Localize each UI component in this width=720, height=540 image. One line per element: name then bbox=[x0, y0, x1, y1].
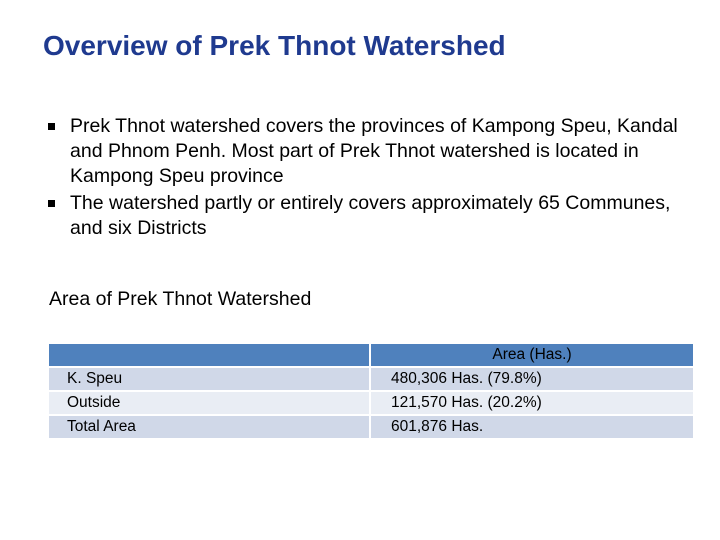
bullet-text: The watershed partly or entirely covers approximately 65 Communes, and six Districts bbox=[70, 192, 671, 239]
cell-region: Outside bbox=[49, 392, 369, 414]
table-row bbox=[49, 368, 693, 390]
square-bullet-icon bbox=[48, 123, 55, 130]
table-row bbox=[49, 392, 693, 414]
table-caption: Area of Prek Thnot Watershed bbox=[49, 288, 312, 310]
cell-area: 121,570 Has. (20.2%) bbox=[371, 392, 693, 414]
area-table bbox=[47, 342, 695, 440]
header-cell-area: Area (Has.) bbox=[371, 344, 693, 366]
bullet-item bbox=[46, 114, 696, 189]
cell-area: 601,876 Has. bbox=[371, 416, 693, 438]
bullet-text: Prek Thnot watershed covers the provinces of Kampong Speu, Kandal and Phnom Penh. Most part of Prek Thnot watershed is located in Kampong Speu province bbox=[70, 115, 678, 187]
bullet-list bbox=[46, 114, 696, 243]
cell-area: 480,306 Has. (79.8%) bbox=[371, 368, 693, 390]
cell-region: Total Area bbox=[49, 416, 369, 438]
square-bullet-icon bbox=[48, 200, 55, 207]
cell-region: K. Speu bbox=[49, 368, 369, 390]
table-row bbox=[49, 416, 693, 438]
slide-title: Overview of Prek Thnot Watershed bbox=[43, 30, 506, 61]
bullet-item bbox=[46, 191, 696, 241]
table-header-row bbox=[49, 344, 693, 366]
header-cell-empty bbox=[49, 344, 369, 366]
